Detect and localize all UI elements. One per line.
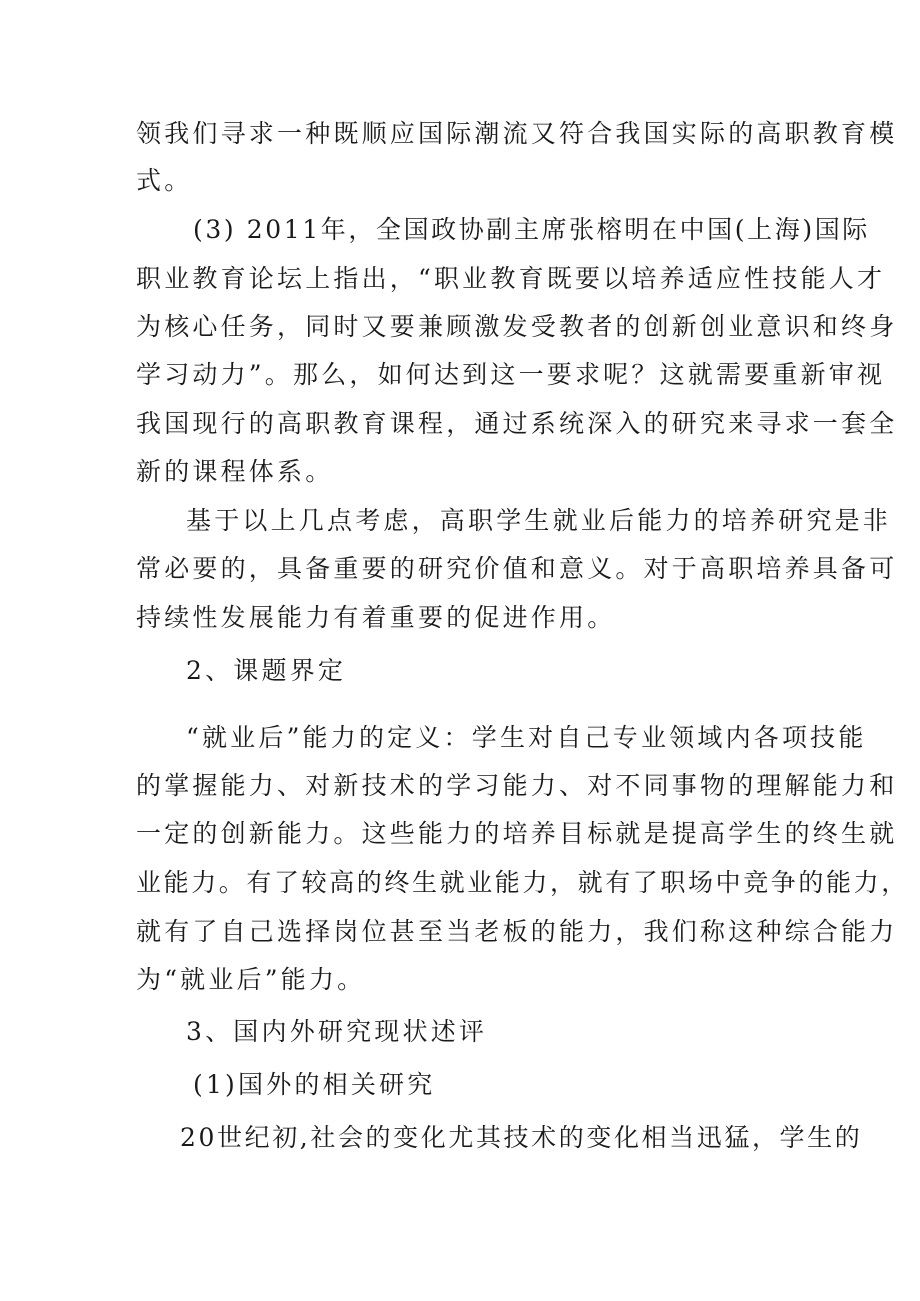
body-text-line: 学习动力”。那么，如何达到这一要求呢？这就需要重新审视 [136,360,886,389]
body-text-line: 常必要的，具备重要的研究价值和意义。对于高职培养具备可 [136,554,898,583]
body-text-line: 的掌握能力、对新技术的学习能力、对不同事物的理解能力和 [136,771,898,800]
body-text-line: 领我们寻求一种既顺应国际潮流又符合我国实际的高职教育模 [136,119,898,148]
body-text-line: 我国现行的高职教育课程，通过系统深入的研究来寻求一套全 [136,409,898,438]
body-text-line: 业能力。有了较高的终生就业能力，就有了职场中竞争的能力， [136,868,909,897]
section-heading: 3、国内外研究现状述评 [186,1017,488,1046]
body-text-line: 一定的创新能力。这些能力的培养目标就是提高学生的终生就 [136,819,898,848]
body-text-line: 20世纪初,社会的变化尤其技术的变化相当迅猛，学生的 [180,1123,863,1152]
body-text-line: 为“就业后”能力。 [136,965,366,994]
body-text-line: “就业后”能力的定义：学生对自己专业领域内各项技能 [186,723,867,752]
body-text-line: 新的课程体系。 [136,457,334,486]
body-text-line: 就有了自己选择岗位甚至当老板的能力，我们称这种综合能力 [136,917,898,946]
body-text-line: 为核心任务，同时又要兼顾激发受教者的创新创业意识和终身 [136,312,898,341]
body-text-line: 职业教育论坛上指出，“职业教育既要以培养适应性技能人才 [136,264,886,293]
body-text-line: 式。 [136,166,193,195]
subsection-heading: (1)国外的相关研究 [193,1070,436,1099]
section-heading: 2、课题界定 [186,656,347,685]
body-text-line: 基于以上几点考虑，高职学生就业后能力的培养研究是非 [186,506,892,535]
body-text-line: 持续性发展能力有着重要的促进作用。 [136,603,616,632]
body-text-line: (3) 2011年，全国政协副主席张榕明在中国(上海)国际 [193,215,870,244]
